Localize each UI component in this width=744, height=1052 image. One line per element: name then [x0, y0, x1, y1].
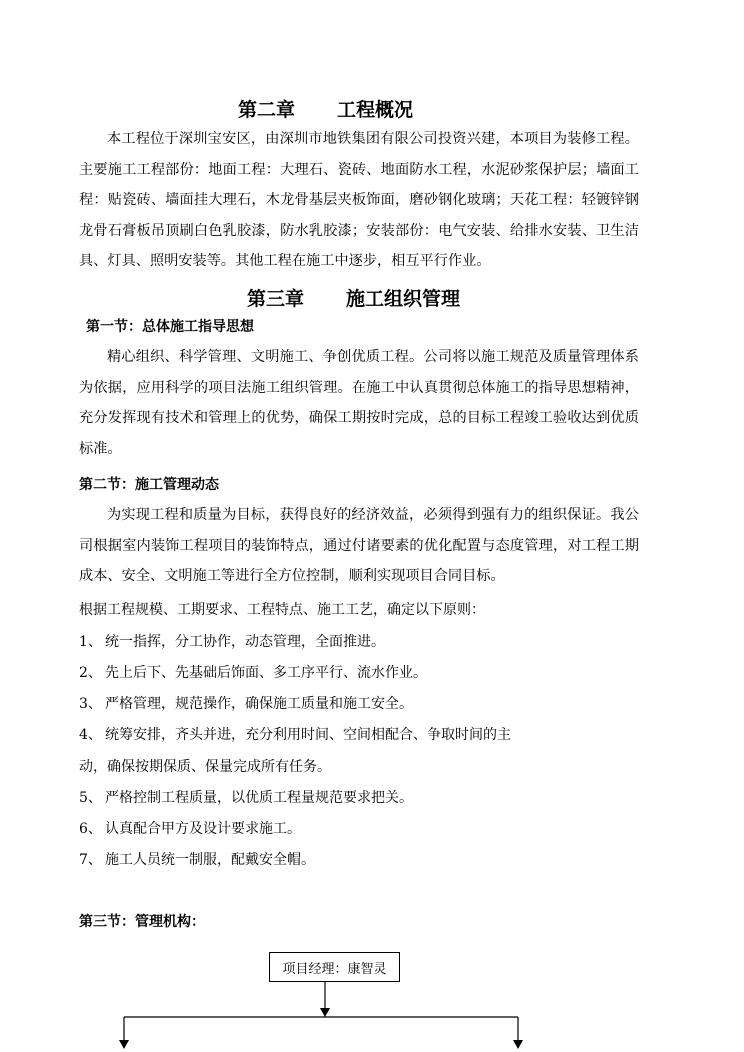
principle-number: 4、	[79, 727, 102, 743]
principle-text: 统筹安排，齐头并进，充分利用时间、空间相配合、争取时间的主	[105, 727, 511, 743]
principle-text: 严格控制工程质量，以优质工程量规范要求把关。	[105, 790, 413, 806]
principle-number: 7、	[79, 852, 102, 868]
principle-number: 2、	[79, 665, 102, 681]
principle-text: 动，确保按期保质、保量完成所有任务。	[79, 759, 331, 775]
principle-text: 严格管理，规范操作，确保施工质量和施工安全。	[105, 696, 413, 712]
chapter-2-paragraph: 本工程位于深圳宝安区，由深圳市地铁集团有限公司投资兴建，本项目为装修工程。主要施工工程部份：地面工程：大理石、瓷砖、地面防水工程，水泥砂浆保护层；墙面工程：贴瓷砖、墙面挂大理石，木龙骨基层夹板饰面，磨砂钢化玻璃；天花工程：轻镀锌钢龙骨石膏板吊顶刷白色乳胶漆，防水乳胶漆；安装部份：电气安装、给排水安装、卫生洁具、灯具、照明安装等。其他工程在施工中逐步，相互平行作业。	[79, 131, 639, 269]
principle-text: 统一指挥，分工协作，动态管理，全面推进。	[105, 634, 385, 650]
org-right-arrow-icon	[513, 1040, 523, 1049]
chapter-3-number: 第三章	[247, 288, 305, 310]
section-1-heading: 第一节：总体施工指导思想	[86, 319, 254, 335]
principle-number: 5、	[79, 790, 102, 806]
chapter-2-number: 第二章	[238, 99, 296, 121]
section-3-heading: 第三节：管理机构：	[79, 914, 205, 930]
section-2-heading: 第二节：施工管理动态	[79, 477, 219, 493]
principles-intro: 根据工程规模、工期要求、工程特点、施工工艺，确定以下原则：	[79, 602, 485, 618]
section-2-paragraph: 为实现工程和质量为目标，获得良好的经济效益，必须得到强有力的组织保证。我公司根据室内装饰工程项目的装饰特点，通过付诸要素的优化配置与态度管理，对工程工期成本、安全、文明施工等进行全方位控制，顺利实现项目合同目标。	[79, 507, 639, 584]
principle-number: 3、	[79, 696, 102, 712]
org-chart-top-label: 项目经理：康智灵	[282, 961, 387, 977]
principle-text: 施工人员统一制服，配戴安全帽。	[105, 852, 315, 868]
principle-number: 6、	[79, 821, 102, 837]
chapter-2-title: 工程概况	[337, 99, 414, 121]
principle-text: 先上后下、先基础后饰面、多工序平行、流水作业。	[105, 665, 427, 681]
principle-number: 1、	[79, 634, 102, 650]
section-1-paragraph: 精心组织、科学管理、文明施工、争创优质工程。公司将以施工规范及质量管理体系为依据，应用科学的项目法施工组织管理。在施工中认真贯彻总体施工的指导思想精神，充分发挥现有技术和管理上的优势，确保工期按时完成，总的目标工程竣工验收达到优质标准。	[79, 349, 639, 457]
org-left-arrow-icon	[119, 1040, 129, 1049]
chapter-3-title: 施工组织管理	[346, 288, 461, 310]
principle-text: 认真配合甲方及设计要求施工。	[105, 821, 301, 837]
org-arrow-down-icon	[320, 1008, 330, 1017]
